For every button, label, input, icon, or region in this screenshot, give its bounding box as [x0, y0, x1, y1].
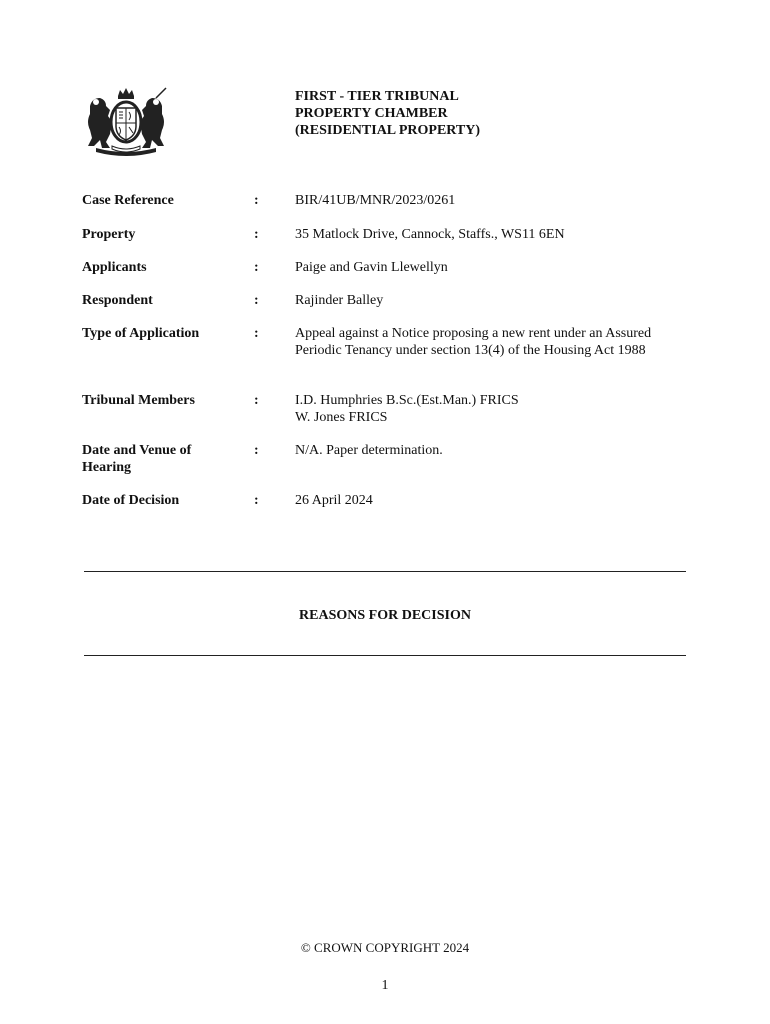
property-value: 35 Matlock Drive, Cannock, Staffs., WS11 6EN: [295, 227, 565, 242]
date-and-venue-label-line-1: Date and Venue of: [82, 443, 192, 458]
date-and-venue-value: N/A. Paper determination.: [295, 443, 443, 458]
case-reference-colon: :: [254, 193, 259, 208]
tribunal-member-1: I.D. Humphries B.Sc.(Est.Man.) FRICS: [295, 393, 519, 408]
tribunal-members-colon: :: [254, 393, 259, 408]
date-of-decision-value: 26 April 2024: [295, 493, 373, 508]
tribunal-members-value: [295, 392, 690, 426]
respondent-value: Rajinder Balley: [295, 293, 384, 308]
tribunal-header: [295, 88, 480, 139]
type-of-application-colon: :: [254, 326, 259, 341]
case-reference-value: BIR/41UB/MNR/2023/0261: [295, 193, 456, 208]
applicants-colon: :: [254, 260, 259, 275]
header-line-1: FIRST - TIER TRIBUNAL: [295, 89, 459, 104]
respondent-label: Respondent: [82, 293, 153, 308]
date-and-venue-label-line-2: Hearing: [82, 460, 131, 475]
case-reference-label: Case Reference: [82, 193, 174, 208]
property-colon: :: [254, 227, 259, 242]
royal-coat-of-arms-logo: [82, 86, 170, 158]
tribunal-members-label: Tribunal Members: [82, 393, 195, 408]
copyright-notice: © CROWN COPYRIGHT 2024: [300, 940, 470, 955]
applicants-value: Paige and Gavin Llewellyn: [295, 260, 448, 275]
header-line-3: (RESIDENTIAL PROPERTY): [295, 123, 481, 138]
date-and-venue-label: [82, 442, 232, 476]
type-of-application-value: Appeal against a Notice proposing a new rent under an Assured Periodic Tenancy under section 13(4) of the Housing Act 1988: [295, 326, 652, 358]
applicants-label: Applicants: [82, 260, 147, 275]
bottom-divider: [84, 655, 686, 656]
respondent-colon: :: [254, 293, 259, 308]
header-line-2: PROPERTY CHAMBER: [295, 106, 448, 121]
date-and-venue-colon: :: [254, 443, 259, 458]
property-label: Property: [82, 227, 136, 242]
page-number: 1: [381, 978, 389, 993]
type-of-application-label: Type of Application: [82, 326, 200, 341]
reasons-heading: REASONS FOR DECISION: [299, 608, 471, 623]
date-of-decision-label: Date of Decision: [82, 493, 180, 508]
tribunal-member-2: W. Jones FRICS: [295, 410, 388, 425]
date-of-decision-colon: :: [254, 493, 259, 508]
top-divider: [84, 571, 686, 572]
